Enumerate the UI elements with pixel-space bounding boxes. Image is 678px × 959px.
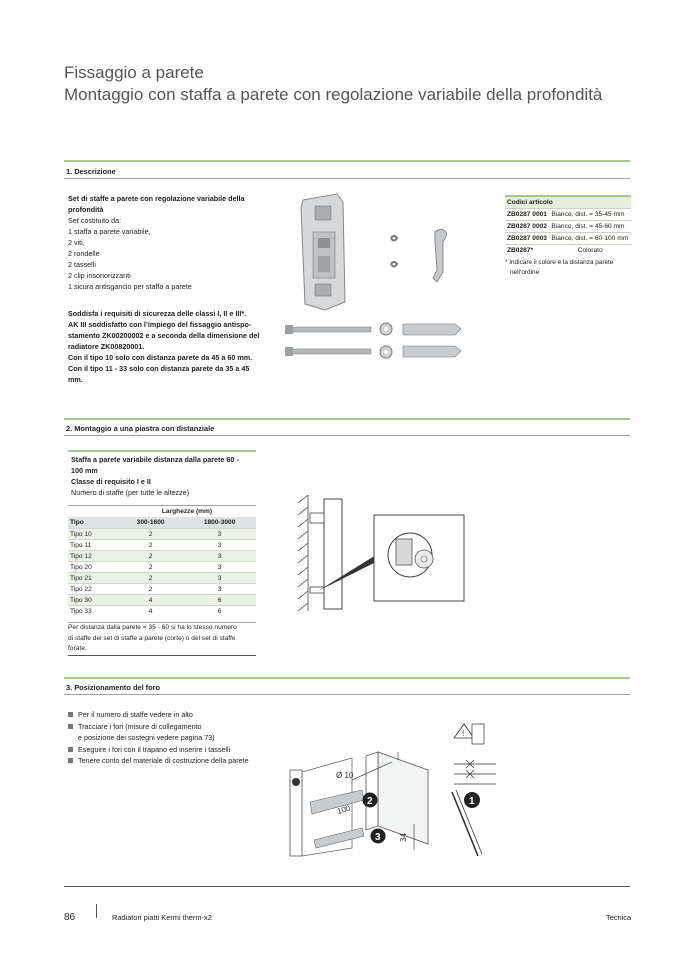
section-heading: 3. Posizionamento del foro <box>66 683 161 692</box>
safety-line: AK III soddisfatto con l’impiego del fissaggio antispo- <box>68 320 252 329</box>
note-line: forate. <box>68 645 87 652</box>
description-line: 1 sicura antisgancio per staffa a parete <box>68 282 192 291</box>
table-row <box>505 233 631 245</box>
col-header-tipo: Tipo <box>68 517 118 529</box>
table-row: Tipo 12 2 3 <box>68 551 256 562</box>
svg-text:!: ! <box>462 729 465 738</box>
list-item: Tenere conto del materiale di costruzione della parete <box>68 755 249 767</box>
footer-divider <box>96 904 97 918</box>
table-row: Tipo 30 4 6 <box>68 595 256 606</box>
spec-subline: Numero di staffe (per tutte le altezze) <box>71 488 190 497</box>
desc-cell: Bianco, dist. = 60-100 mm <box>549 233 631 245</box>
col-header-width-1: 300-1600 <box>118 517 183 529</box>
diameter-label: Ø 10 <box>336 771 354 780</box>
wall-type-icon <box>454 760 496 784</box>
spec-line: Staffa a parete variabile distanza dalla parete 60 - <box>71 455 239 464</box>
drill-icon <box>472 724 484 744</box>
code-cell: ZB0287* <box>505 245 549 257</box>
table-row: Tipo 21 2 3 <box>68 573 256 584</box>
drilling-diagram <box>282 720 502 860</box>
section-rule <box>64 677 630 679</box>
screw-icon <box>285 325 371 356</box>
table-note <box>68 622 256 656</box>
table-row <box>505 209 631 221</box>
bullet-square-icon <box>68 758 73 763</box>
depth-label: 100 <box>336 803 352 816</box>
description-line: 2 rondelle <box>68 249 100 258</box>
col-header-width-2: 1800-3000 <box>183 517 256 529</box>
table-row <box>505 245 631 257</box>
table-row: Tipo 10 2 3 <box>68 529 256 540</box>
description-line: Set costituito da: <box>68 216 122 225</box>
page-title <box>64 62 602 106</box>
code-cell: ZB0287 0002 <box>505 221 549 233</box>
desc-cell: Bianco, dist. = 45-60 mm <box>549 221 631 233</box>
section-rule <box>64 435 630 436</box>
section-rule <box>64 178 630 179</box>
code-cell: ZB0287 0003 <box>505 233 549 245</box>
section-heading: 1. Descrizione <box>66 167 116 176</box>
table-row: Tipo 11 2 3 <box>68 540 256 551</box>
page-subtitle: Montaggio con staffa a parete con regolazione variabile della profondità <box>64 85 603 104</box>
article-codes-table <box>505 195 631 256</box>
section-heading: 2. Montaggio a una piastra con distanziale <box>66 424 215 433</box>
desc-cell: Bianco, dist. = 35-45 mm <box>549 209 631 221</box>
width-group-header: Larghezze (mm) <box>118 506 256 518</box>
safety-line: Soddisfa i requisiti di sicurezza delle classi I, II e III*. <box>68 309 247 318</box>
footer-title: Radiatori piatti Kermi therm-x2 <box>112 913 212 922</box>
page-title-main: Fissaggio a parete <box>64 63 204 82</box>
footer-rule <box>64 886 630 887</box>
note-line: di staffe del set di staffe a parete (corte) o del set di staffe <box>68 634 236 642</box>
page-number: 86 <box>64 912 76 923</box>
list-item: Per il numero di staffe vedere in alto <box>68 709 249 721</box>
codes-note-line: * Indicare il colore e la distanza parete <box>505 259 614 266</box>
description-line: 2 tasselli <box>68 260 96 269</box>
table-row: Tipo 33 4 6 <box>68 606 256 617</box>
safety-line: Con il tipo 10 solo con distanza parete da 45 a 60 mm. <box>68 353 253 362</box>
codes-note-line: nell’ordine <box>510 268 540 276</box>
note-line: Per distanza dalla parete = 35 - 60 si ha lo stesso numero <box>68 624 237 631</box>
svg-text:1: 1 <box>469 796 475 807</box>
description-line: 1 staffa a parete variabile, <box>68 227 151 236</box>
table-row: Tipo 20 2 3 <box>68 562 256 573</box>
safety-line: stamento ZK00200002 e a seconda della dimensione del <box>68 331 260 340</box>
bracket-quantity-table <box>68 505 256 616</box>
dowel-icon <box>310 790 364 848</box>
bullet-square-icon <box>68 747 73 752</box>
description-block <box>68 193 258 292</box>
footer-section: Tecnica <box>606 913 632 922</box>
safety-line: radiatore ZK00820001. <box>68 342 145 351</box>
section-rule <box>64 160 630 162</box>
description-line: 2 viti, <box>68 238 85 247</box>
bullet-square-icon <box>68 724 73 729</box>
spec-line: 100 mm <box>71 466 98 475</box>
table-rule <box>68 450 256 452</box>
mounting-detail-diagram <box>292 495 472 613</box>
description-line: 2 clip insonorizzanti <box>68 271 131 280</box>
code-cell: ZB0287 0001 <box>505 209 549 221</box>
safety-requirements <box>68 308 268 385</box>
spec-line: Classe di requisito I e II <box>71 477 151 486</box>
table-row: Tipo 22 2 3 <box>68 584 256 595</box>
safety-line: mm. <box>68 375 83 384</box>
offset-label: 34 <box>399 833 408 842</box>
section-rule <box>64 694 630 695</box>
section-rule <box>64 418 630 420</box>
safety-line: Con il tipo 11 - 33 solo con distanza parete da 35 a 45 <box>68 364 250 373</box>
desc-cell: Colorato <box>549 245 631 257</box>
codes-note <box>505 258 613 277</box>
list-item: Eseguire i fori con il trapano ed inserire i tasselli <box>68 744 249 756</box>
mounting-spec <box>71 454 257 498</box>
svg-text:3: 3 <box>375 832 381 843</box>
codes-header: Codici articolo <box>505 196 631 209</box>
description-title: Set di staffe a parete con regolazione variabile della profondità <box>68 194 245 214</box>
bullet-list <box>68 709 249 767</box>
bullet-square-icon <box>68 712 73 717</box>
svg-text:2: 2 <box>367 796 373 807</box>
table-row <box>505 221 631 233</box>
list-item: Tracciare i fori (misure di collegamento e posizione dei sostegni vedere pagina 73) <box>68 721 249 744</box>
bracket-set-illustration <box>285 192 495 367</box>
